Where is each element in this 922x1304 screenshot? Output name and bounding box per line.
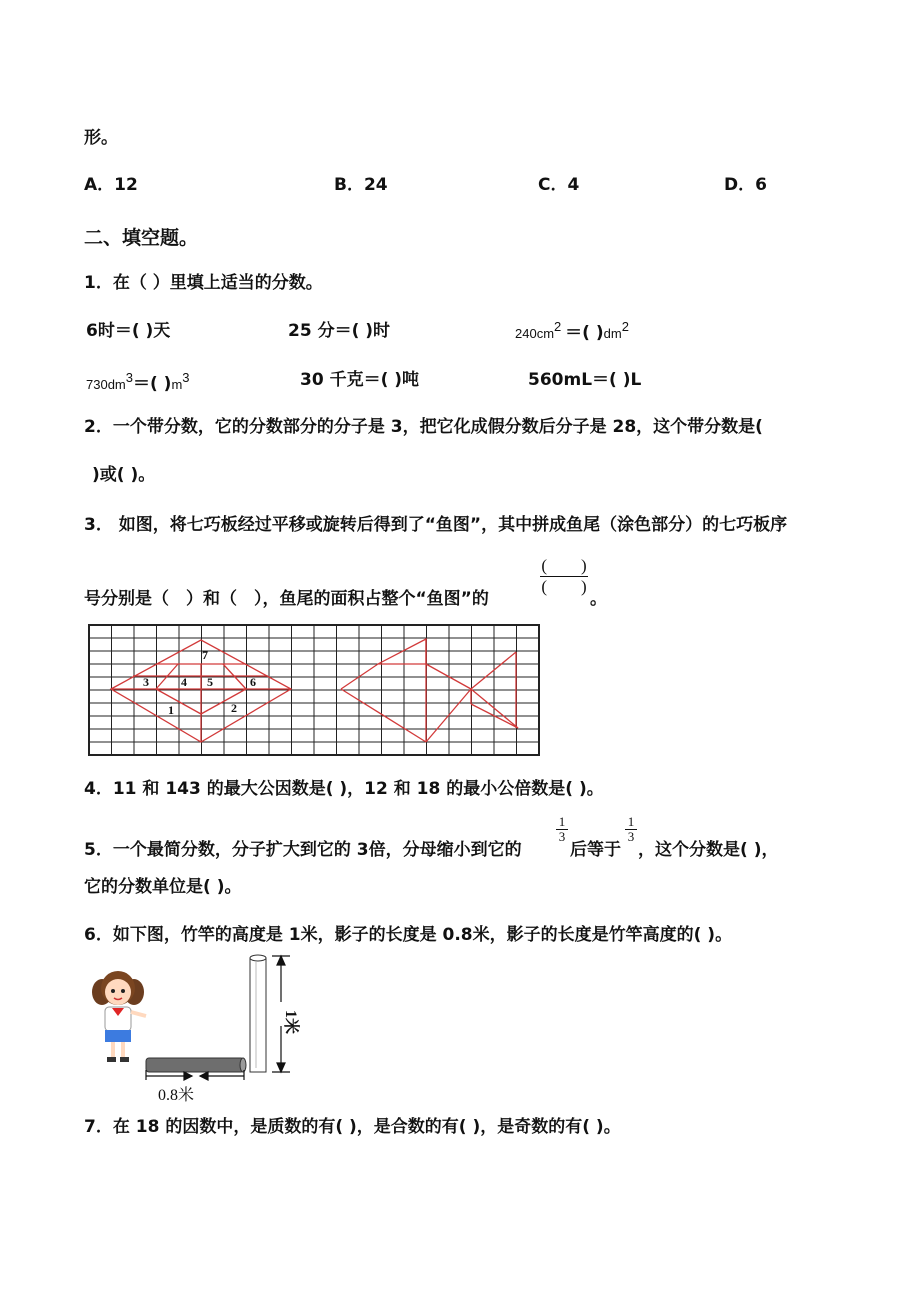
- bamboo-pole-figure: [80, 950, 320, 1085]
- q3-frac-den: ( ): [541, 577, 587, 596]
- q1-item-b: 25 分＝( )时: [288, 321, 391, 341]
- q5-frac1-num: 1: [558, 814, 566, 829]
- q1-c-unit: dm: [603, 326, 622, 341]
- q1-d-mid: ＝( ): [132, 374, 172, 394]
- q1-item-e: 30 千克＝( )吨: [300, 370, 420, 390]
- q3-frac-num: ( ): [541, 556, 587, 575]
- q5-frac2-num: 1: [627, 814, 635, 829]
- piece-label-1: 1: [168, 703, 174, 717]
- previous-question-tail: 形。: [84, 128, 118, 148]
- option-d: D．6: [724, 175, 767, 195]
- q1-item-f: 560mL＝( )L: [528, 370, 642, 390]
- piece-label-4: 4: [181, 675, 187, 689]
- q2-line1: 2．一个带分数，它的分数部分的分子是 3，把它化成假分数后分子是 28，这个带分数是(: [84, 417, 763, 437]
- option-c: C．4: [538, 175, 580, 195]
- piece-label-3: 3: [143, 675, 149, 689]
- q6: 6．如下图，竹竿的高度是 1米，影子的长度是 0.8米，影子的长度是竹竿高度的( )。: [84, 925, 733, 945]
- section-title: 二、填空题。: [84, 227, 199, 249]
- q1-d-unit-sup: 3: [182, 370, 190, 385]
- q5-part2: 后等于: [570, 840, 621, 860]
- bamboo-pole: [250, 955, 266, 1072]
- q1-item-d: [86, 367, 190, 396]
- q1-d-unit: m: [171, 377, 183, 392]
- q1-c-mid: ＝( ): [565, 323, 604, 343]
- piece-label-5: 5: [207, 675, 213, 689]
- q5-line2: 它的分数单位是( )。: [84, 877, 242, 897]
- tangram-figure: [88, 624, 542, 758]
- piece-label-7: 7: [202, 648, 208, 662]
- q7: 7．在 18 的因数中，是质数的有( )，是合数的有( )，是奇数的有( )。: [84, 1117, 621, 1137]
- q3-answer-fraction: [540, 556, 588, 597]
- q5-part3: ，这个分数是( )，: [638, 840, 779, 860]
- option-a: A．12: [84, 175, 138, 195]
- q1-c-left: 240cm: [515, 326, 555, 341]
- q5-part1: 5．一个最简分数，分子扩大到它的 3倍，分母缩小到它的: [84, 840, 522, 860]
- shadow-stick: [146, 1058, 246, 1072]
- q1-c-sup: 2: [554, 319, 562, 334]
- q5-frac2-den: 3: [627, 829, 635, 844]
- pole-height-label: 1米: [282, 1010, 299, 1035]
- q1-item-c: [515, 316, 629, 345]
- piece-label-6: 6: [250, 675, 256, 689]
- q4: 4．11 和 143 的最大公因数是( )，12 和 18 的最小公倍数是( )。: [84, 779, 604, 799]
- q3-line2-end: 。: [590, 589, 607, 609]
- q5-fraction-2: [625, 815, 637, 844]
- q2-line2: )或( )。: [92, 465, 156, 485]
- tangram-labels: [143, 648, 256, 717]
- q1-d-left: 730dm: [86, 377, 126, 392]
- q1-item-a: 6时＝( )天: [86, 321, 171, 341]
- q5-fraction-1: [556, 815, 568, 844]
- q1-c-unit-sup: 2: [621, 319, 629, 334]
- q5-frac1-den: 3: [558, 829, 566, 844]
- q1-stem: 1．在（ ）里填上适当的分数。: [84, 273, 323, 293]
- q3-line2: 号分别是（ ）和（ ），鱼尾的面积占整个“鱼图”的: [84, 589, 489, 609]
- piece-label-2: 2: [231, 701, 237, 715]
- option-b: B．24: [334, 175, 388, 195]
- girl-illustration: [92, 971, 146, 1062]
- q1-d-sup: 3: [125, 370, 133, 385]
- q3-line1: 3． 如图，将七巧板经过平移或旋转后得到了“鱼图”，其中拼成鱼尾（涂色部分）的七巧板序: [84, 515, 788, 535]
- shadow-length-label: 0.8米: [158, 1087, 195, 1104]
